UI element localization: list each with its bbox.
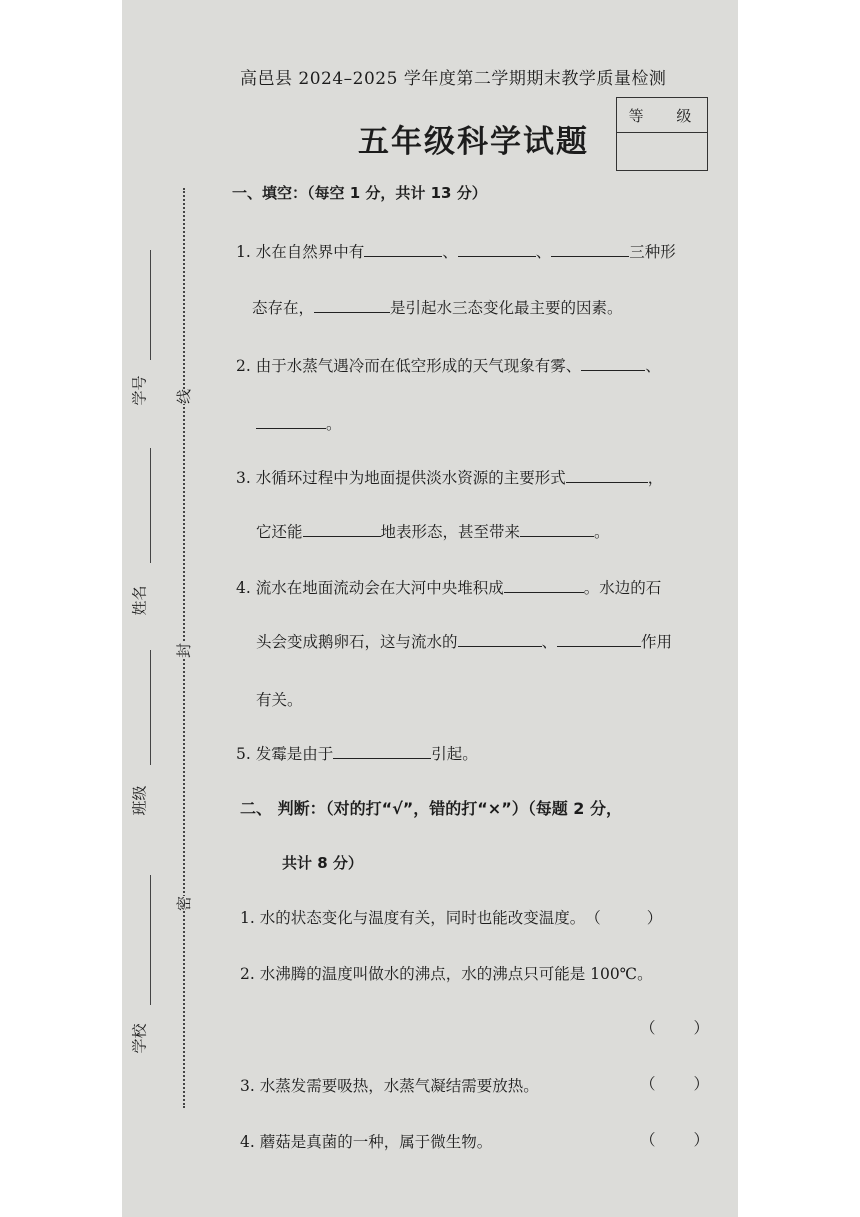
s1-q3-line1 — [236, 466, 663, 488]
exam-title: 高邑县 2024–2025 学年度第二学期期末教学质量检测 — [240, 69, 667, 89]
s2-q2-answer-paren[interactable]: （ ） — [640, 1019, 710, 1037]
s1-q3-text-d: 地表形态，甚至带来 — [380, 523, 521, 541]
answer-blank[interactable] — [333, 743, 431, 760]
field-class-line — [150, 650, 151, 765]
s1-q4-line1 — [236, 576, 661, 598]
s1-q1-line2 — [252, 296, 623, 318]
s1-q1-text-c: 、 — [535, 243, 552, 261]
seal-char-line: 线 — [175, 388, 194, 405]
field-student-id-line — [150, 250, 151, 360]
s1-q3-line2 — [256, 520, 610, 542]
s2-q3: 3. 水蒸发需要吸热，水蒸气凝结需要放热。 — [240, 1077, 539, 1095]
answer-blank[interactable] — [303, 521, 381, 538]
answer-blank[interactable] — [566, 467, 648, 484]
s1-q4-text-e: 作用 — [641, 633, 673, 651]
answer-blank[interactable] — [520, 521, 594, 538]
s2-q1 — [240, 906, 662, 928]
section2-heading-line2: 共计 8 分） — [282, 854, 363, 872]
s2-q4: 4. 蘑菇是真菌的一种，属于微生物。 — [240, 1133, 493, 1151]
seal-char-seal: 封 — [175, 642, 194, 659]
answer-blank[interactable] — [551, 241, 629, 258]
field-school-label: 学校 — [130, 1023, 149, 1054]
answer-blank[interactable] — [458, 241, 536, 258]
s1-q2-line1 — [236, 354, 661, 376]
s2-q2: 2. 水沸腾的温度叫做水的沸点，水的沸点只可能是 100℃。 — [240, 965, 653, 983]
answer-blank[interactable] — [314, 297, 390, 314]
section1-heading: 一、填空：（每空 1 分，共计 13 分） — [232, 184, 487, 202]
s1-q2-line2 — [256, 412, 342, 434]
s1-q1-text-b: 、 — [442, 243, 458, 261]
s1-q4-text-a: 4. 流水在地面流动会在大河中央堆积成 — [236, 579, 504, 597]
s1-q5-line1 — [236, 742, 478, 764]
grade-box — [616, 97, 708, 171]
section2-heading-line1: 二、 判断：（对的打“√”，错的打“×”）（每题 2 分， — [240, 799, 622, 818]
answer-blank[interactable] — [581, 355, 645, 372]
s1-q1-line1 — [236, 240, 676, 262]
s1-q3-text-a: 3. 水循环过程中为地面提供淡水资源的主要形式 — [236, 469, 566, 487]
answer-blank[interactable] — [504, 577, 584, 594]
s1-q2-text-b: 、 — [645, 357, 661, 375]
s1-q1-text-d: 三种形 — [629, 243, 676, 261]
s1-q2-text-c: 。 — [326, 415, 342, 433]
s1-q3-text-e: 。 — [594, 523, 610, 541]
s1-q1-text-e: 态存在， — [252, 299, 315, 317]
s1-q4-text-d: 、 — [541, 633, 558, 651]
s1-q1-text-f: 是引起水三态变化最主要的因素。 — [390, 299, 623, 317]
s1-q4-line3: 有关。 — [256, 691, 303, 709]
field-class-label: 班级 — [130, 785, 149, 816]
s2-q1-text: 1. 水的状态变化与温度有关，同时也能改变温度。 — [240, 909, 586, 927]
seal-char-secret: 密 — [175, 895, 194, 912]
answer-blank[interactable] — [557, 631, 641, 648]
s1-q4-text-c: 头会变成鹅卵石，这与流水的 — [256, 633, 458, 651]
s1-q2-text-a: 2. 由于水蒸气遇冷而在低空形成的天气现象有雾、 — [236, 357, 582, 375]
subject-title: 五年级科学试题 — [358, 124, 589, 160]
s2-q1-answer-paren[interactable]: （ ） — [585, 909, 663, 927]
s1-q5-text-a: 5. 发霉是由于 — [236, 745, 334, 763]
s1-q3-text-b: ， — [647, 469, 664, 487]
s1-q3-text-c: 它还能 — [256, 523, 303, 541]
field-name-line — [150, 448, 151, 563]
s1-q4-text-b: 。水边的石 — [583, 579, 662, 597]
grade-label: 等 级 — [628, 107, 706, 125]
grade-box-divider — [617, 132, 707, 133]
s1-q1-text-a: 1. 水在自然界中有 — [236, 243, 365, 261]
field-name-label: 姓名 — [130, 585, 149, 616]
s1-q4-line2 — [256, 630, 672, 652]
answer-blank[interactable] — [458, 631, 542, 648]
s1-q5-text-b: 引起。 — [431, 745, 478, 763]
s2-q4-answer-paren[interactable]: （ ） — [640, 1131, 710, 1149]
s2-q3-answer-paren[interactable]: （ ） — [640, 1075, 710, 1093]
field-student-id-label: 学号 — [130, 375, 149, 406]
field-school-line — [150, 875, 151, 1005]
answer-blank[interactable] — [364, 241, 442, 258]
answer-blank[interactable] — [256, 413, 326, 430]
